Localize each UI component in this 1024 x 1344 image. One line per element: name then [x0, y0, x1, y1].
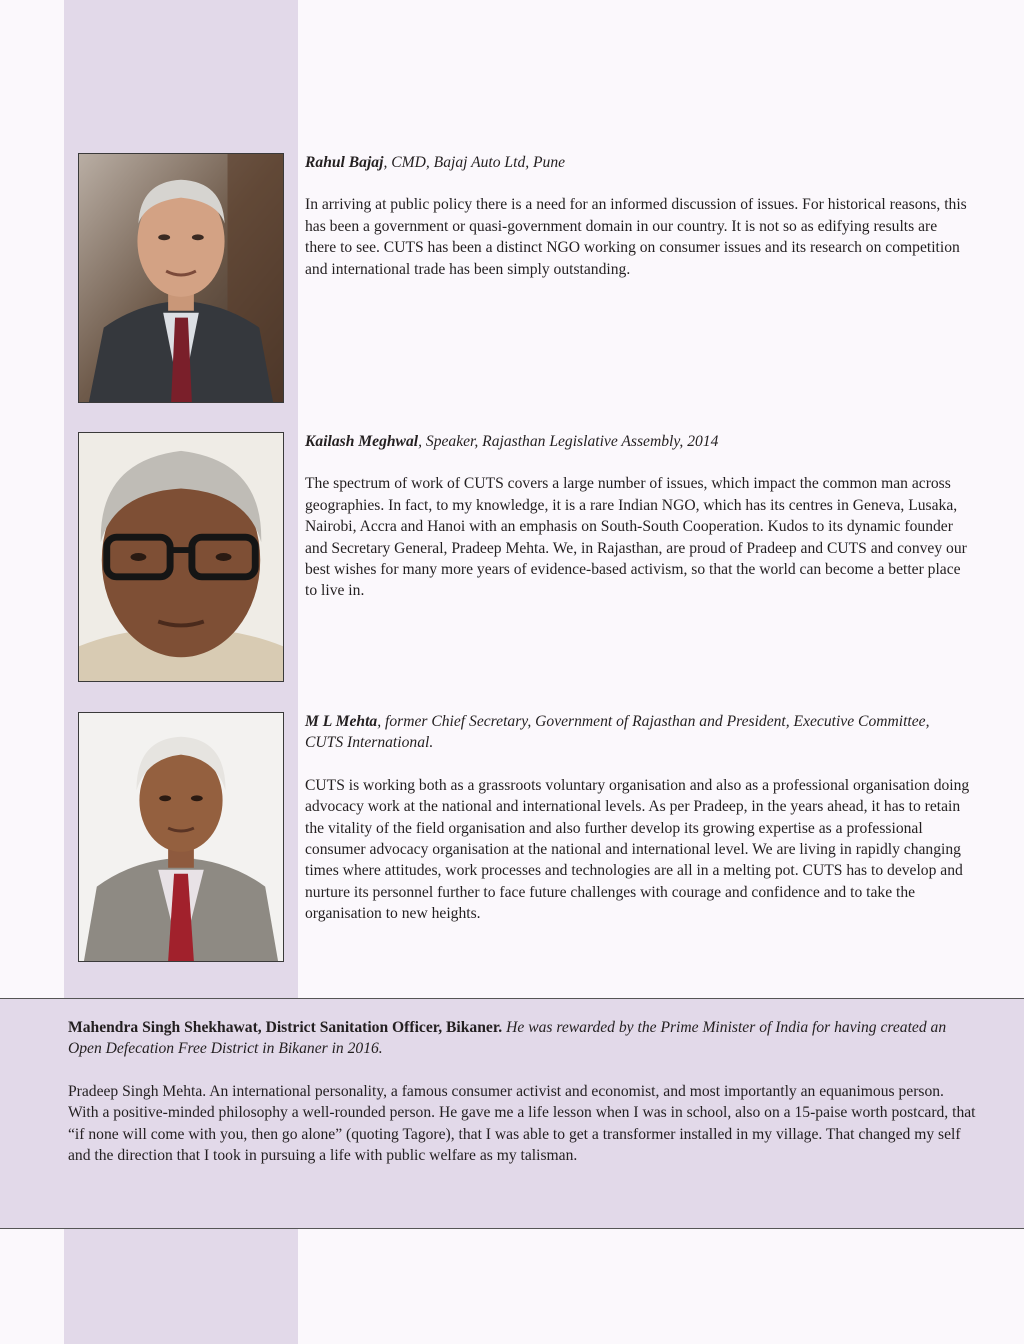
featured-person-name: Mahendra Singh Shekhawat, District Sanitation Officer, Bikaner. [68, 1019, 503, 1036]
portrait-photo-rahul-bajaj [78, 153, 284, 403]
testimonial-text [305, 711, 970, 925]
featured-testimonial-box [0, 998, 1024, 1229]
person-title: , former Chief Secretary, Government of Rajasthan and President, Executive Committee, CUTS International. [305, 713, 930, 752]
person-title: , Speaker, Rajasthan Legislative Assembly, 2014 [418, 433, 719, 450]
portrait-photo-ml-mehta [78, 712, 284, 962]
attribution [305, 152, 970, 173]
quote-text: CUTS is working both as a grassroots voluntary organisation and also as a professional organisation doing advocacy work at the national and international levels. As per Pradeep, in the years ahead, it has to retain the vitality of the field organisation and also further develop its growing expertise as a professional consumer advocacy organisation at the national and international level. We are living in rapidly changing times where attitudes, work processes and technologies are all in a melting pot. CUTS has to develop and nurture its personnel further to face future challenges with courage and confidence and to take the organisation to new heights. [305, 776, 970, 923]
testimonial-text [305, 431, 970, 602]
person-name: Kailash Meghwal [305, 433, 419, 450]
attribution [305, 431, 970, 452]
quote-text: The spectrum of work of CUTS covers a large number of issues, which impact the common man across geographies. In fact, to my knowledge, it is a rare Indian NGO, which has its centres in Geneva, Lusaka, Nairobi, Accra and Hanoi with an emphasis on South-South Cooperation. Kudos to its dynamic founder and Secretary General, Pradeep Mehta. We, in Rajasthan, are proud of Pradeep and CUTS and convey our best wishes for many more years of evidence-based activism, so that the world can become a better place to live in. [305, 475, 967, 600]
featured-quote-text: Pradeep Singh Mehta. An international personality, a famous consumer activist and economist, and most importantly an equanimous person. With a positive-minded philosophy a well-rounded person. He gave me a life lesson when I was in school, also on a 15-paise worth postcard, that “if none will come with you, then go alone” (quoting Tagore), that I was able to get a transformer installed in my village. That changed my self and the direction that I took in pursuing a life with public welfare as my talisman. [68, 1082, 976, 1165]
quote-text: In arriving at public policy there is a need for an informed discussion of issues. For historical reasons, this has been a government or quasi-government domain in our country. It is not so as edifying results are there to see. CUTS has been a distinct NGO working on consumer issues and its research on competition and international trade has been simply outstanding. [305, 196, 967, 278]
featured-person-note: He was rewarded by the Prime Minister of India for having created an Open Defecation Free District in Bikaner in 2016. [68, 1019, 947, 1058]
testimonial-text [305, 152, 970, 280]
attribution [305, 711, 970, 754]
person-name: M L Mehta [305, 713, 378, 730]
person-title: , CMD, Bajaj Auto Ltd, Pune [383, 154, 566, 171]
featured-attribution [68, 1017, 978, 1060]
portrait-photo-kailash-meghwal [78, 432, 284, 682]
featured-testimonial-text [68, 1017, 978, 1166]
person-name: Rahul Bajaj [305, 154, 384, 171]
